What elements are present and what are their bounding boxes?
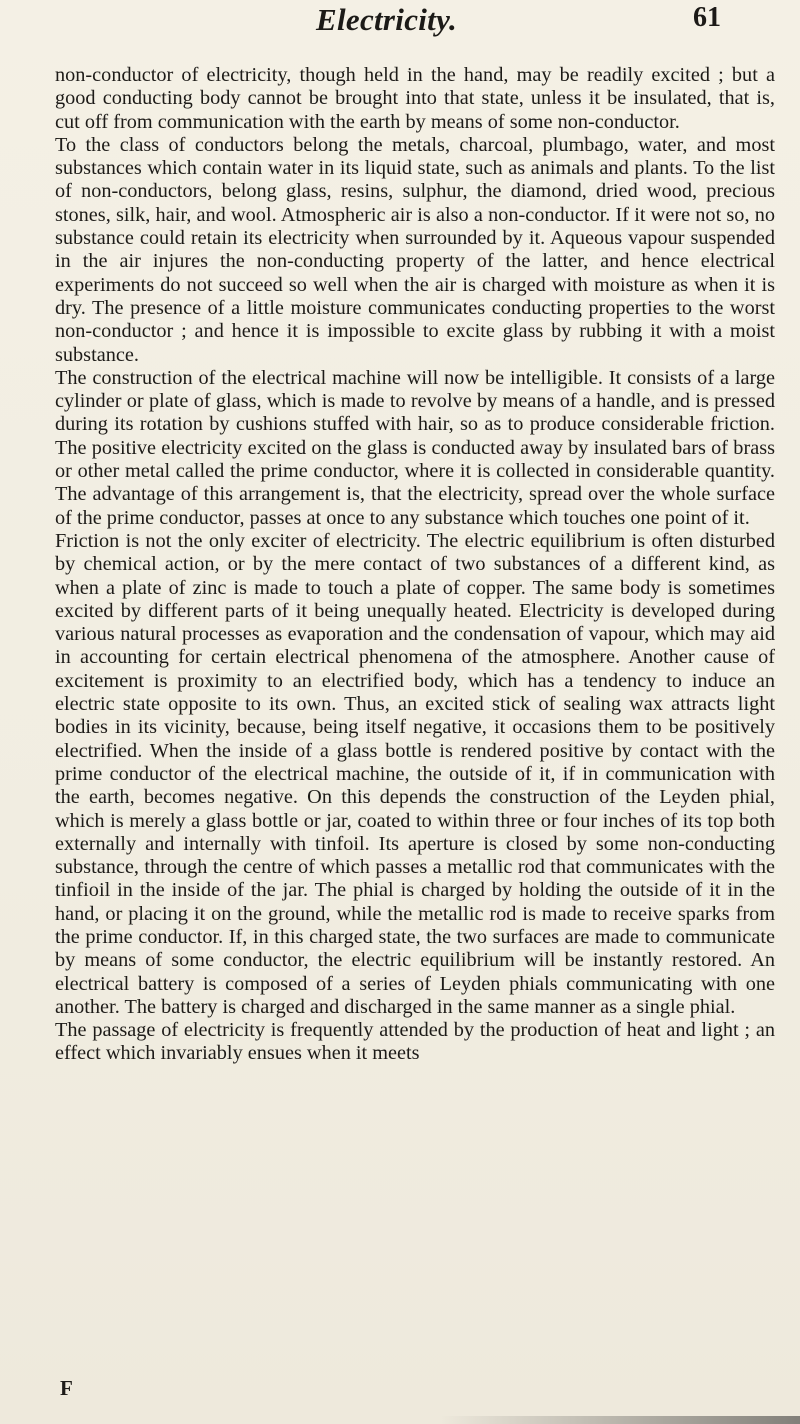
page-number: 61 — [693, 2, 721, 33]
paragraph: The passage of electricity is frequently attended by the production of heat and light ; an effect which invariably ensues when it meets — [55, 1019, 775, 1065]
paragraph: The construction of the electrical machine will now be intelligible. It consists of a large cylinder or plate of glass, which is made to revolve by means of a handle, and is pressed during its rotation by cushions stuffed with hair, so as to produce considerable friction. The positive electricity excited on the glass is conducted away by insulated bars of brass or other metal called the prime conductor, where it is collected in considerable quantity. The advantage of this arrangement is, that the electricity, spread over the whole surface of the prime conductor, passes at once to any substance which touches one point of it. — [55, 366, 775, 529]
paragraph: To the class of conductors belong the metals, charcoal, plumbago, water, and most substances which contain water in its liquid state, such as animals and plants. To the list of non-conductors, belong glass, resins, sulphur, the diamond, dried wood, precious stones, silk, hair, and wool. Atmospheric air is also a non-conductor. If it were not so, no substance could retain its electricity when surrounded by it. Aqueous vapour suspended in the air injures the non-conducting property of the latter, and hence electrical experiments do not succeed so well when the air is charged with moisture as when it is dry. The presence of a little moisture communicates conducting properties to the worst non-conductor ; and hence it is impossible to excite glass by rubbing it with a moist substance. — [55, 133, 775, 366]
paragraph: Friction is not the only exciter of electricity. The electric equilibrium is often disturbed by chemical action, or by the mere contact of two substances of a different kind, as when a plate of zinc is made to touch a plate of copper. The same body is sometimes excited by different parts of it being unequally heated. Electricity is developed during various natural processes as evaporation and the condensation of vapour, which may aid in accounting for certain electrical phenomena of the atmosphere. Another cause of excitement is proximity to an electrified body, which has a tendency to induce an electric state opposite to its own. Thus, an excited stick of sealing wax attracts light bodies in its vicinity, because, being itself negative, it occasions them to be positively electrified. When the inside of a glass bottle is rendered positive by contact with the prime conductor of the electrical machine, the outside of it, if in communication with the earth, becomes negative. On this depends the construction of the Leyden phial, which is merely a glass bottle or jar, coated to within three or four inches of its top both externally and internally with tinfoil. Its aperture is closed by some non-conducting substance, through the centre of which passes a metallic rod that communicates with the tinfioil in the inside of the jar. The phial is charged by holding the outside of it in the hand, or placing it on the ground, while the metallic rod is made to receive sparks from the prime conductor. If, in this charged state, the two surfaces are made to communicate by means of some conductor, the electric equilibrium will be instantly restored. An electrical battery is composed of a series of Leyden phials communicating with one another. The battery is charged and discharged in the same manner as a single phial. — [55, 529, 775, 1018]
paragraph: non-conductor of electricity, though held in the hand, may be readily excited ; but a good conducting body cannot be brought into that state, unless it be insulated, that is, cut off from communication with the earth by means of some non-conductor. — [55, 64, 775, 133]
page-edge-shadow — [440, 1416, 800, 1424]
signature-mark: F — [60, 1376, 73, 1400]
page-header — [0, 2, 800, 42]
body-text — [55, 64, 775, 1066]
running-title: Electricity. — [316, 2, 458, 37]
